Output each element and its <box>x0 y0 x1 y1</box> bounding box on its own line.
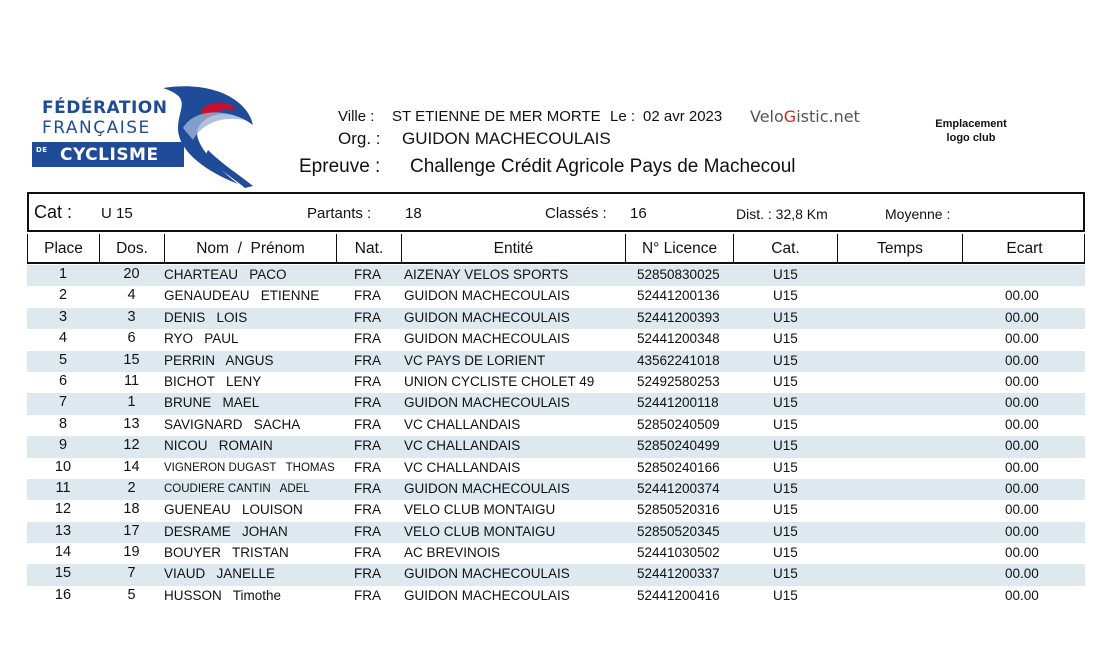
row-nat: FRA <box>354 288 381 304</box>
row-entite: VC PAYS DE LORIENT <box>404 352 546 368</box>
col-header-temps: Temps <box>838 234 963 264</box>
row-licence: 52850240166 <box>637 459 720 475</box>
col-header-place: Place <box>28 234 100 264</box>
row-dos: 4 <box>127 287 136 304</box>
row-entite: GUIDON MACHECOULAIS <box>404 480 570 496</box>
row-entite: AIZENAY VELOS SPORTS <box>404 267 569 282</box>
table-row <box>27 351 1085 372</box>
row-place: 15 <box>54 565 72 582</box>
ville-label: Ville : <box>338 108 375 125</box>
row-licence: 52441200416 <box>637 587 720 603</box>
row-dos: 3 <box>127 308 136 325</box>
row-licence: 52441200118 <box>637 395 719 411</box>
federation-logo <box>28 80 268 192</box>
row-nat: FRA <box>354 309 381 325</box>
row-dos: 19 <box>123 544 140 561</box>
row-cat: U15 <box>773 395 798 411</box>
row-cat: U15 <box>773 288 798 304</box>
table-header-row <box>27 234 1085 264</box>
row-nom: PERRIN ANGUS <box>164 352 274 368</box>
row-cat: U15 <box>773 331 798 347</box>
row-entite: GUIDON MACHECOULAIS <box>404 587 570 603</box>
col-header-entite: Entité <box>402 234 626 264</box>
row-dos: 7 <box>127 565 136 582</box>
row-place: 9 <box>58 437 68 454</box>
row-entite: AC BREVINOIS <box>404 545 501 561</box>
table-row <box>27 286 1085 307</box>
row-nom: BICHOT LENY <box>164 373 262 389</box>
table-row <box>27 308 1085 329</box>
row-cat: U15 <box>773 545 798 561</box>
row-ecart: 00.00 <box>1005 373 1039 389</box>
row-nat: FRA <box>354 352 381 368</box>
row-cat: U15 <box>773 523 798 539</box>
row-cat: U15 <box>773 416 798 432</box>
row-place: 7 <box>58 394 68 411</box>
row-licence: 52441200348 <box>637 331 720 347</box>
row-ecart: 00.00 <box>1005 395 1039 411</box>
row-nom: SAVIGNARD SACHA <box>164 416 301 432</box>
row-place: 3 <box>58 308 68 325</box>
table-row <box>27 436 1085 457</box>
row-place: 14 <box>54 544 72 561</box>
row-nom: GUENEAU LOUISON <box>164 502 303 518</box>
table-row <box>27 415 1085 436</box>
col-header-licence: N° Licence <box>626 234 734 264</box>
row-nom: BRUNE MAEL <box>164 395 260 411</box>
row-nat: FRA <box>354 459 381 475</box>
table-row <box>27 543 1085 564</box>
row-dos: 17 <box>123 522 140 539</box>
classes-value: 16 <box>630 205 647 222</box>
distance-value: Dist. : 32,8 Km <box>736 206 828 222</box>
row-licence: 52441200337 <box>637 566 720 582</box>
row-cat: U15 <box>773 373 798 389</box>
row-cat: U15 <box>773 267 798 282</box>
col-header-nom: Nom / Prénom <box>165 234 337 264</box>
row-nat: FRA <box>354 523 381 539</box>
col-header-nat: Nat. <box>337 234 402 264</box>
row-ecart: 00.00 <box>1005 502 1039 518</box>
row-cat: U15 <box>773 459 798 475</box>
row-dos: 2 <box>127 479 136 496</box>
classes-label: Classés : <box>545 205 607 222</box>
logo-prefix: DE <box>36 146 48 154</box>
table-row <box>27 522 1085 543</box>
table-row <box>27 500 1085 521</box>
placeholder-line-1: Emplacement <box>935 118 1007 130</box>
cyclist-swoosh-icon <box>153 80 273 192</box>
logo-line-francaise: FRANÇAISE <box>42 118 151 138</box>
table-row <box>27 372 1085 393</box>
table-row <box>27 564 1085 585</box>
row-nom: DENIS LOIS <box>164 309 248 325</box>
row-place: 16 <box>54 586 72 603</box>
row-dos: 1 <box>127 394 136 411</box>
row-cat: U15 <box>773 587 798 603</box>
results-table-body <box>27 265 1085 607</box>
row-nom: CHARTEAU PACO <box>164 267 287 282</box>
row-licence: 52850240509 <box>637 416 720 432</box>
row-licence: 52441200393 <box>637 309 720 325</box>
row-ecart: 00.00 <box>1005 566 1039 582</box>
row-cat: U15 <box>773 480 798 496</box>
row-nat: FRA <box>354 395 381 411</box>
row-dos: 14 <box>123 458 140 475</box>
row-nat: FRA <box>354 438 381 454</box>
row-licence: 52850520316 <box>637 502 720 518</box>
org-value: GUIDON MACHECOULAIS <box>402 129 611 148</box>
ville-value: ST ETIENNE DE MER MORTE <box>392 108 601 125</box>
row-nat: FRA <box>354 480 381 496</box>
row-cat: U15 <box>773 438 798 454</box>
logo-line-federation: FÉDÉRATION <box>42 98 168 118</box>
row-nom: VIAUD JANELLE <box>164 566 276 582</box>
row-ecart: 00.00 <box>1005 545 1039 561</box>
row-ecart: 00.00 <box>1005 416 1039 432</box>
row-ecart: 00.00 <box>1005 352 1039 368</box>
table-row <box>27 479 1085 500</box>
row-nat: FRA <box>354 587 381 603</box>
row-nom: RYO PAUL <box>164 331 239 347</box>
placeholder-line-2: logo club <box>946 132 996 144</box>
row-ecart: 00.00 <box>1005 459 1039 475</box>
row-place: 13 <box>54 522 72 539</box>
col-header-ecart: Ecart <box>1006 240 1043 257</box>
epreuve-value: Challenge Crédit Agricole Pays de Machecoul <box>410 156 796 177</box>
date-label: Le : <box>610 108 636 125</box>
row-nom: VIGNERON DUGAST THOMAS <box>164 461 335 474</box>
row-dos: 12 <box>123 437 140 454</box>
row-entite: VC CHALLANDAIS <box>404 416 521 432</box>
row-licence: 52850240499 <box>637 438 720 454</box>
row-place: 5 <box>58 351 68 368</box>
table-row <box>27 393 1085 414</box>
row-entite: VELO CLUB MONTAIGU <box>404 502 556 518</box>
header-divider <box>27 262 1085 264</box>
row-nat: FRA <box>354 502 381 518</box>
moyenne-label: Moyenne : <box>885 206 951 222</box>
row-licence: 43562241018 <box>637 352 720 368</box>
row-place: 11 <box>55 479 71 496</box>
table-row <box>27 458 1085 479</box>
row-nom: NICOU ROMAIN <box>164 438 273 454</box>
row-nom: DESRAME JOHAN <box>164 523 288 539</box>
row-nom: COUDIERE CANTIN ADEL <box>164 482 310 495</box>
brand-text: VeloGistic.net <box>750 107 860 126</box>
row-licence: 52850830025 <box>637 267 720 282</box>
col-header-dos: Dos. <box>100 234 165 264</box>
col-header-cat: Cat. <box>734 234 838 264</box>
row-dos: 5 <box>127 586 136 603</box>
row-nom: HUSSON Timothe <box>164 587 282 603</box>
row-entite: VC CHALLANDAIS <box>404 459 521 475</box>
row-entite: GUIDON MACHECOULAIS <box>404 395 570 411</box>
partants-label: Partants : <box>307 205 372 222</box>
row-licence: 52441200136 <box>637 288 720 304</box>
logo-line-cyclisme: CYCLISME <box>60 145 159 165</box>
row-ecart: 00.00 <box>1005 331 1039 347</box>
row-place: 4 <box>58 330 68 347</box>
row-entite: GUIDON MACHECOULAIS <box>404 566 570 582</box>
row-ecart: 00.00 <box>1005 480 1039 496</box>
row-cat: U15 <box>773 566 798 582</box>
row-nat: FRA <box>354 566 381 582</box>
row-place: 8 <box>58 415 68 432</box>
date-value: 02 avr 2023 <box>643 108 723 125</box>
partants-value: 18 <box>405 205 422 222</box>
row-entite: VELO CLUB MONTAIGU <box>404 523 556 539</box>
row-place: 2 <box>58 287 68 304</box>
row-place: 12 <box>54 501 72 518</box>
row-nat: FRA <box>354 416 381 432</box>
row-ecart: 00.00 <box>1005 288 1039 304</box>
row-entite: GUIDON MACHECOULAIS <box>404 288 570 304</box>
table-row <box>27 329 1085 350</box>
row-cat: U15 <box>773 309 798 325</box>
row-entite: UNION CYCLISTE CHOLET 49 <box>404 373 595 389</box>
row-licence: 52441030502 <box>637 545 720 561</box>
row-nat: FRA <box>354 331 381 347</box>
row-nom: BOUYER TRISTAN <box>164 545 289 561</box>
row-entite: GUIDON MACHECOULAIS <box>404 331 570 347</box>
row-dos: 13 <box>123 415 140 432</box>
row-place: 1 <box>58 266 68 282</box>
club-logo-placeholder <box>921 117 1021 145</box>
row-cat: U15 <box>773 502 798 518</box>
race-summary-bar <box>27 192 1085 232</box>
row-licence: 52850520345 <box>637 523 720 539</box>
row-licence: 52492580253 <box>637 373 720 389</box>
row-ecart: 00.00 <box>1005 309 1039 325</box>
row-entite: VC CHALLANDAIS <box>404 438 521 454</box>
table-row <box>27 265 1085 286</box>
row-nat: FRA <box>354 545 381 561</box>
table-row <box>27 586 1085 607</box>
row-dos: 11 <box>123 372 140 389</box>
row-dos: 6 <box>127 330 136 347</box>
row-dos: 18 <box>123 501 140 518</box>
epreuve-label: Epreuve : <box>299 156 381 177</box>
row-dos: 15 <box>123 351 140 368</box>
row-licence: 52441200374 <box>637 480 720 496</box>
row-place: 10 <box>54 458 72 475</box>
row-cat: U15 <box>773 352 798 368</box>
velogistic-brand <box>750 107 860 126</box>
row-entite: GUIDON MACHECOULAIS <box>404 309 570 325</box>
row-place: 6 <box>58 372 68 389</box>
row-dos: 20 <box>123 266 140 282</box>
row-ecart: 00.00 <box>1005 523 1039 539</box>
row-nat: FRA <box>354 373 381 389</box>
cat-label: Cat : <box>34 202 73 222</box>
row-nat: FRA <box>354 267 381 282</box>
org-label: Org. : <box>338 129 381 148</box>
row-ecart: 00.00 <box>1005 438 1039 454</box>
cat-value: U 15 <box>101 205 133 222</box>
row-ecart: 00.00 <box>1005 587 1039 603</box>
row-nom: GENAUDEAU ETIENNE <box>164 288 320 304</box>
